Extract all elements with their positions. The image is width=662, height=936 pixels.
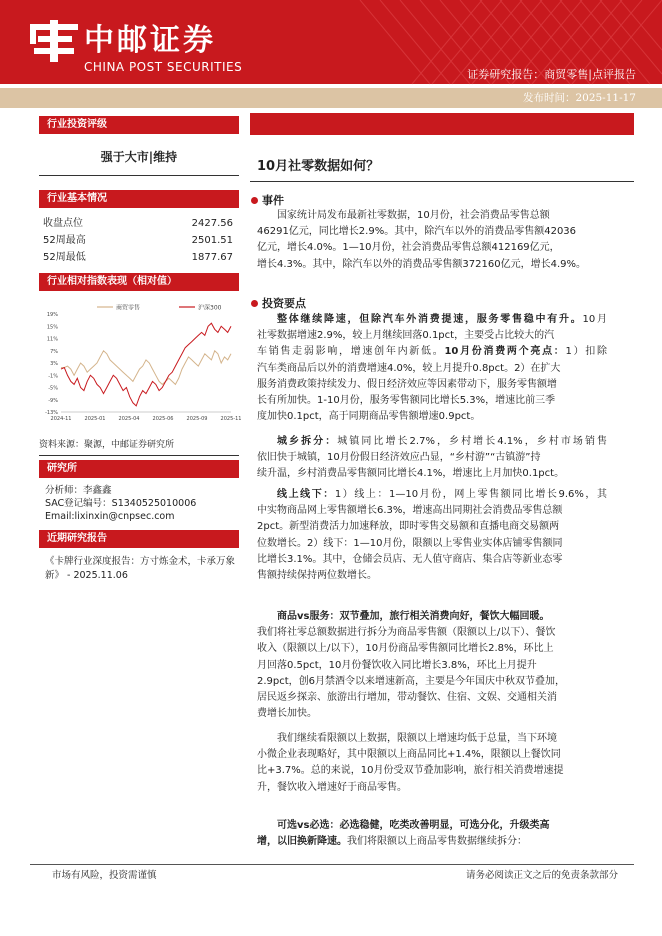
bold-lead: 线上线下： [277, 489, 335, 500]
text-line: 46291亿元，同比增长2.9%。其中，除汽车以外的消费品零售额42036 [257, 226, 577, 238]
text-run: 1）线上：1—10月份，网上零售额同比增长9.6%，其 [334, 489, 607, 500]
y-tick-label: -1% [48, 373, 58, 380]
urban-rural-paragraph [257, 434, 607, 483]
title-divider [250, 181, 634, 182]
brand-name-cn: 中邮证券 [84, 23, 216, 58]
bold-lead: 增，以旧换新降速。 [257, 836, 347, 848]
metric-row [43, 234, 233, 248]
text-line: 收入（限额以上/以下），10月份商品零售额同比增长2.8%，环比上 [257, 643, 554, 655]
text-line: 度加快0.1pct，高于同期商品零售额增速0.9pct。 [257, 411, 481, 423]
bold-lead: 城乡拆分： [277, 436, 338, 447]
industry-rating: 强于大市|维持 [100, 150, 178, 164]
chart-source: 资料来源：聚源，中邮证券研究所 [39, 440, 175, 450]
text-line: 比增长3.1%。其中，仓储会员店、无人值守商店、集合店等新业态零 [257, 553, 563, 565]
x-tick-label: 2025-09 [186, 416, 208, 422]
metric-value: 1877.67 [191, 252, 233, 263]
legend-label: 沪深300 [198, 304, 222, 312]
event-paragraph [257, 208, 607, 273]
footer-disclaimer: 请务必阅读正文之后的免责条款部分 [465, 870, 618, 881]
x-tick-label: 2025-04 [118, 416, 140, 422]
text-run: 1）扣除 [565, 346, 608, 358]
header-banner [0, 0, 662, 84]
text-run: 我们将限额以上商品零售数据继续拆分： [347, 836, 527, 848]
text-line: 比+3.7%。总的来说，10月份受双节叠加影响，旅行相关消费增速提 [257, 765, 564, 777]
bold-lead: 商品vs服务：双节叠加，旅行相关消费向好，餐饮大幅回暖。 [277, 611, 550, 622]
y-tick-label: 3% [50, 361, 58, 367]
goods-services-paragraph [257, 609, 607, 722]
y-tick-label: 19% [46, 312, 58, 318]
analyst-email[interactable]: Email:lixinxin@cnpsec.com [45, 511, 175, 522]
relative-performance-chart [39, 300, 242, 428]
text-line: 续升温，乡村消费品零售额同比增长4.1%，增速比上月加快0.1pct。 [257, 468, 565, 480]
above-quota-paragraph [257, 731, 607, 796]
series-line-hs300 [61, 323, 231, 406]
metric-key: 收盘点位 [43, 218, 83, 229]
highlights-paragraph [257, 312, 607, 425]
series-line-retail [61, 351, 231, 385]
text-run: 10月 [582, 314, 607, 325]
brand-name-en: CHINA POST SECURITIES [84, 60, 243, 74]
x-tick-label: 2025-06 [152, 416, 174, 422]
text-line: 国家统计局发布最新社零数据，10月份，社会消费品零售总额 [277, 210, 550, 221]
text-line: 增长4.3%。其中，除汽车以外的消费品零售额372160亿元，增长4.9%。 [257, 258, 586, 270]
text-line: 小微企业表现略好，其中限额以上商品同比+1.4%，限额以上餐饮同 [257, 749, 561, 761]
section-event: 事件 [262, 194, 284, 207]
report-type: 证券研究报告：商贸零售|点评报告 [467, 68, 636, 81]
text-run: 车销售走弱影响，增速创年内新低。 [257, 346, 445, 358]
footer-risk-note: 市场有风险，投资需谨慎 [52, 870, 157, 881]
text-run: 城镇同比增长2.7%，乡村增长4.1%，乡村市场销售 [337, 436, 608, 447]
analyst-sac: SAC登记编号：S1340525010006 [45, 498, 197, 509]
text-line: 长有所加快。1-10月份，服务零售额同比增长5.3%，增速比前三季 [257, 395, 556, 407]
text-line: 依旧快于城镇，10月份假日经济效应凸显，“乡村游”“古镇游”持 [257, 452, 541, 464]
recent-report-link[interactable]: 《卡牌行业深度报告：方寸炼金术，卡承万象新》 - 2025.11.06 [45, 556, 236, 581]
y-tick-label: 11% [46, 336, 58, 343]
metric-value: 2501.51 [191, 235, 233, 246]
metric-key: 52周最低 [43, 252, 86, 263]
text-line: 我们继续看限额以上数据，限额以上增速均低于总量，当下环境 [277, 733, 557, 744]
text-line: 2.9pct，创6月禁酒令以来增速新高，主要是今年国庆中秋双节叠加， [257, 675, 566, 687]
optional-essential-paragraph [257, 818, 607, 850]
metric-row [43, 217, 233, 231]
divider [39, 455, 239, 456]
metric-key: 52周最高 [43, 235, 86, 246]
date-band [0, 88, 662, 108]
text-line: 中实物商品网上零售额增长6.3%，增速高出同期社会消费品零售总额 [257, 505, 563, 517]
performance-label: 行业相对指数表现（相对值） [39, 273, 239, 291]
title-bar [250, 113, 634, 135]
y-tick-label: -5% [48, 385, 58, 392]
rating-label: 行业投资评级 [39, 116, 239, 134]
section-highlights: 投资要点 [262, 297, 306, 310]
footer-divider [30, 864, 634, 865]
text-line: 我们将社零总额数据进行拆分为商品零售额（限额以上/以下）、餐饮 [257, 627, 556, 639]
text-line: 升，餐饮收入增速好于商品零售。 [257, 781, 407, 793]
analyst-section-label: 研究所 [39, 460, 239, 478]
analyst-name: 分析师：李鑫鑫 [45, 485, 112, 496]
text-line: 2pct。新型消费活力加速释放，即时零售交易额和直播电商交易额两 [257, 521, 560, 533]
y-tick-label: -9% [48, 397, 58, 404]
text-line: 位数增长。2）线下：1—10月份，限额以上零售业实体店铺零售额同 [257, 537, 563, 549]
text-line: 汽车类商品后以外的消费增速4.0%，较上月提升0.8pct。2）在扩大 [257, 362, 561, 374]
text-line: 社零数据增速2.9%，较上月继续回落0.1pct，主要受占比较大的汽 [257, 330, 555, 342]
metric-value: 2427.56 [191, 218, 233, 229]
y-tick-label: 7% [50, 348, 58, 355]
x-tick-label: 2025-01 [84, 416, 106, 422]
report-title: 10月社零数据如何？ [257, 159, 380, 174]
x-tick-label: 2024-11 [50, 416, 72, 422]
section-bullet-icon [251, 300, 258, 307]
legend-label: 商贸零售 [116, 304, 141, 312]
divider [39, 175, 239, 176]
metric-row [43, 251, 233, 265]
text-line: 月回落0.5pct，10月份餐饮收入同比增长3.8%，环比上月提升 [257, 659, 537, 671]
bold-lead: 10月份消费两个亮点： [444, 346, 566, 358]
china-post-logo-icon [28, 18, 80, 64]
online-offline-paragraph [257, 487, 607, 584]
x-tick-label: 2025-11 [220, 416, 242, 422]
y-tick-label: -13% [45, 410, 58, 416]
recent-reports-label: 近期研究报告 [39, 530, 239, 548]
text-line: 售额持续保持两位数增长。 [257, 570, 377, 582]
text-line: 服务消费政策持续发力、假日经济效应等因素带动下，服务零售额增 [257, 378, 557, 390]
text-line: 费增长加快。 [257, 708, 317, 720]
basics-label: 行业基本情况 [39, 190, 239, 208]
publish-date: 发布时间：2025-11-17 [522, 92, 636, 104]
text-line: 亿元，增长4.0%。1—10月份，社会消费品零售总额412169亿元， [257, 242, 560, 254]
text-line: 居民返乡探亲、旅游出行增加，带动餐饮、住宿、文娱、交通相关消 [257, 692, 557, 704]
bold-lead: 整体继续降速，但除汽车外消费提速，服务零售稳中有升。 [277, 314, 583, 325]
y-tick-label: 15% [46, 324, 58, 331]
bold-lead: 可选vs必选：必选稳健，吃类改善明显，可选分化，升级类高 [277, 820, 550, 831]
section-bullet-icon [251, 197, 258, 204]
